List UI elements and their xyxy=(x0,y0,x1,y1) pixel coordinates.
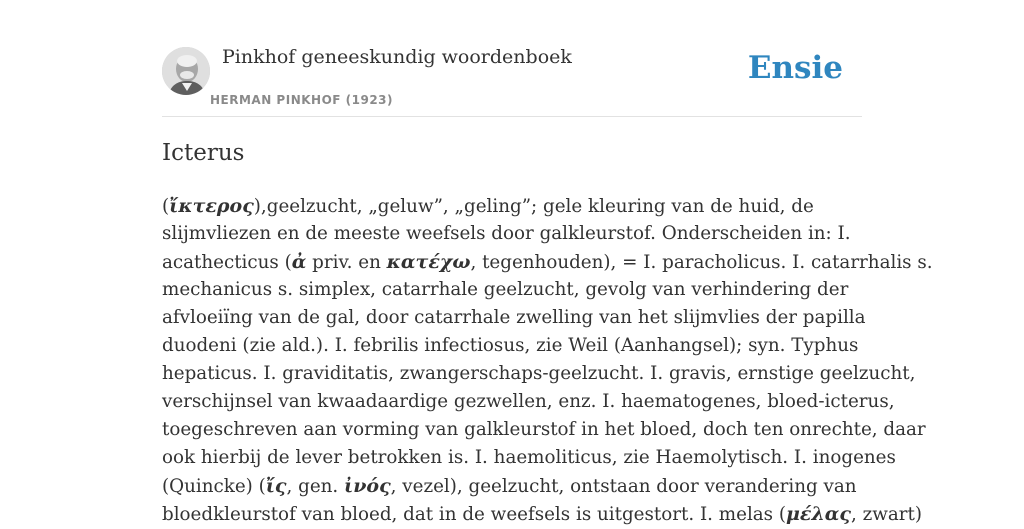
ensie-logo[interactable]: Ensie xyxy=(747,50,843,86)
definition-line xyxy=(162,444,896,472)
definition-text: , zwart) xyxy=(851,504,923,525)
definition-line xyxy=(162,248,933,276)
definition-line xyxy=(162,220,864,248)
definition-text: (Quincke) ( xyxy=(162,476,266,497)
definition-text: toegeschreven aan vorming van galkleurstof in het bloed, doch ten onrechte, daar xyxy=(162,419,926,440)
author-name: HERMAN PINKHOF (1923) xyxy=(210,93,394,107)
definition-text: hepaticus. I. graviditatis, zwangerschaps-geelzucht. I. gravis, ernstige geelzucht, xyxy=(162,363,916,384)
definition-text: priv. en xyxy=(306,252,387,273)
definition-text: , gen. xyxy=(286,476,345,497)
definition-line xyxy=(162,388,895,416)
definition-line xyxy=(162,472,864,500)
greek-term: μέλας xyxy=(786,503,851,525)
definition-text: mechanicus s. simplex, catarrhale geelzucht, gevolg van verhindering der xyxy=(162,279,849,300)
greek-term: ἴκτερος xyxy=(169,195,254,217)
entry-title: Icterus xyxy=(162,140,245,166)
definition-line xyxy=(162,360,916,388)
definition-line xyxy=(162,332,864,360)
definition-text: , vezel), geelzucht, ontstaan door verandering van xyxy=(390,476,857,497)
definition-line xyxy=(162,276,864,304)
definition-text: ook hierbij de lever betrokken is. I. haemoliticus, zie Haemolytisch. I. inogenes xyxy=(162,447,896,468)
definition-line xyxy=(162,304,864,332)
definition-line xyxy=(162,192,864,220)
author-avatar[interactable] xyxy=(162,47,210,95)
definition-line xyxy=(162,416,926,444)
definition-text: afvloeiïng van de gal, door catarrhale zwelling van het slijmvlies der papilla xyxy=(162,307,866,328)
definition-text: bloedkleurstof van bloed, dat in de weefsels is uitgestort. I. melas ( xyxy=(162,504,787,525)
greek-term: ἀ xyxy=(291,251,307,273)
site-header xyxy=(162,44,862,117)
portrait-photo-icon xyxy=(162,47,210,95)
greek-term: ἴς xyxy=(265,475,287,497)
definition-text: ),geelzucht, „geluw”, „geling”; gele kleuring van de huid, de xyxy=(253,196,814,217)
definition-text: acathecticus ( xyxy=(162,252,292,273)
greek-term: ἰνός xyxy=(344,475,391,497)
definition-text: ( xyxy=(162,196,170,217)
entry-definition xyxy=(162,192,933,528)
definition-text: verschijnsel van kwaadaardige gezwellen, enz. I. haematogenes, bloed-icterus, xyxy=(162,391,895,412)
book-title[interactable]: Pinkhof geneeskundig woordenboek xyxy=(222,46,572,68)
definition-line xyxy=(162,500,923,528)
definition-text: slijmvliezen en de meeste weefsels door galkleurstof. Onderscheiden in: I. xyxy=(162,223,851,244)
definition-text: , tegenhouden), = I. paracholicus. I. catarrhalis s. xyxy=(470,252,933,273)
definition-text: duodeni (zie ald.). I. febrilis infectiosus, zie Weil (Aanhangsel); syn. Typhus xyxy=(162,335,859,356)
greek-term: κατέχω xyxy=(386,251,471,273)
